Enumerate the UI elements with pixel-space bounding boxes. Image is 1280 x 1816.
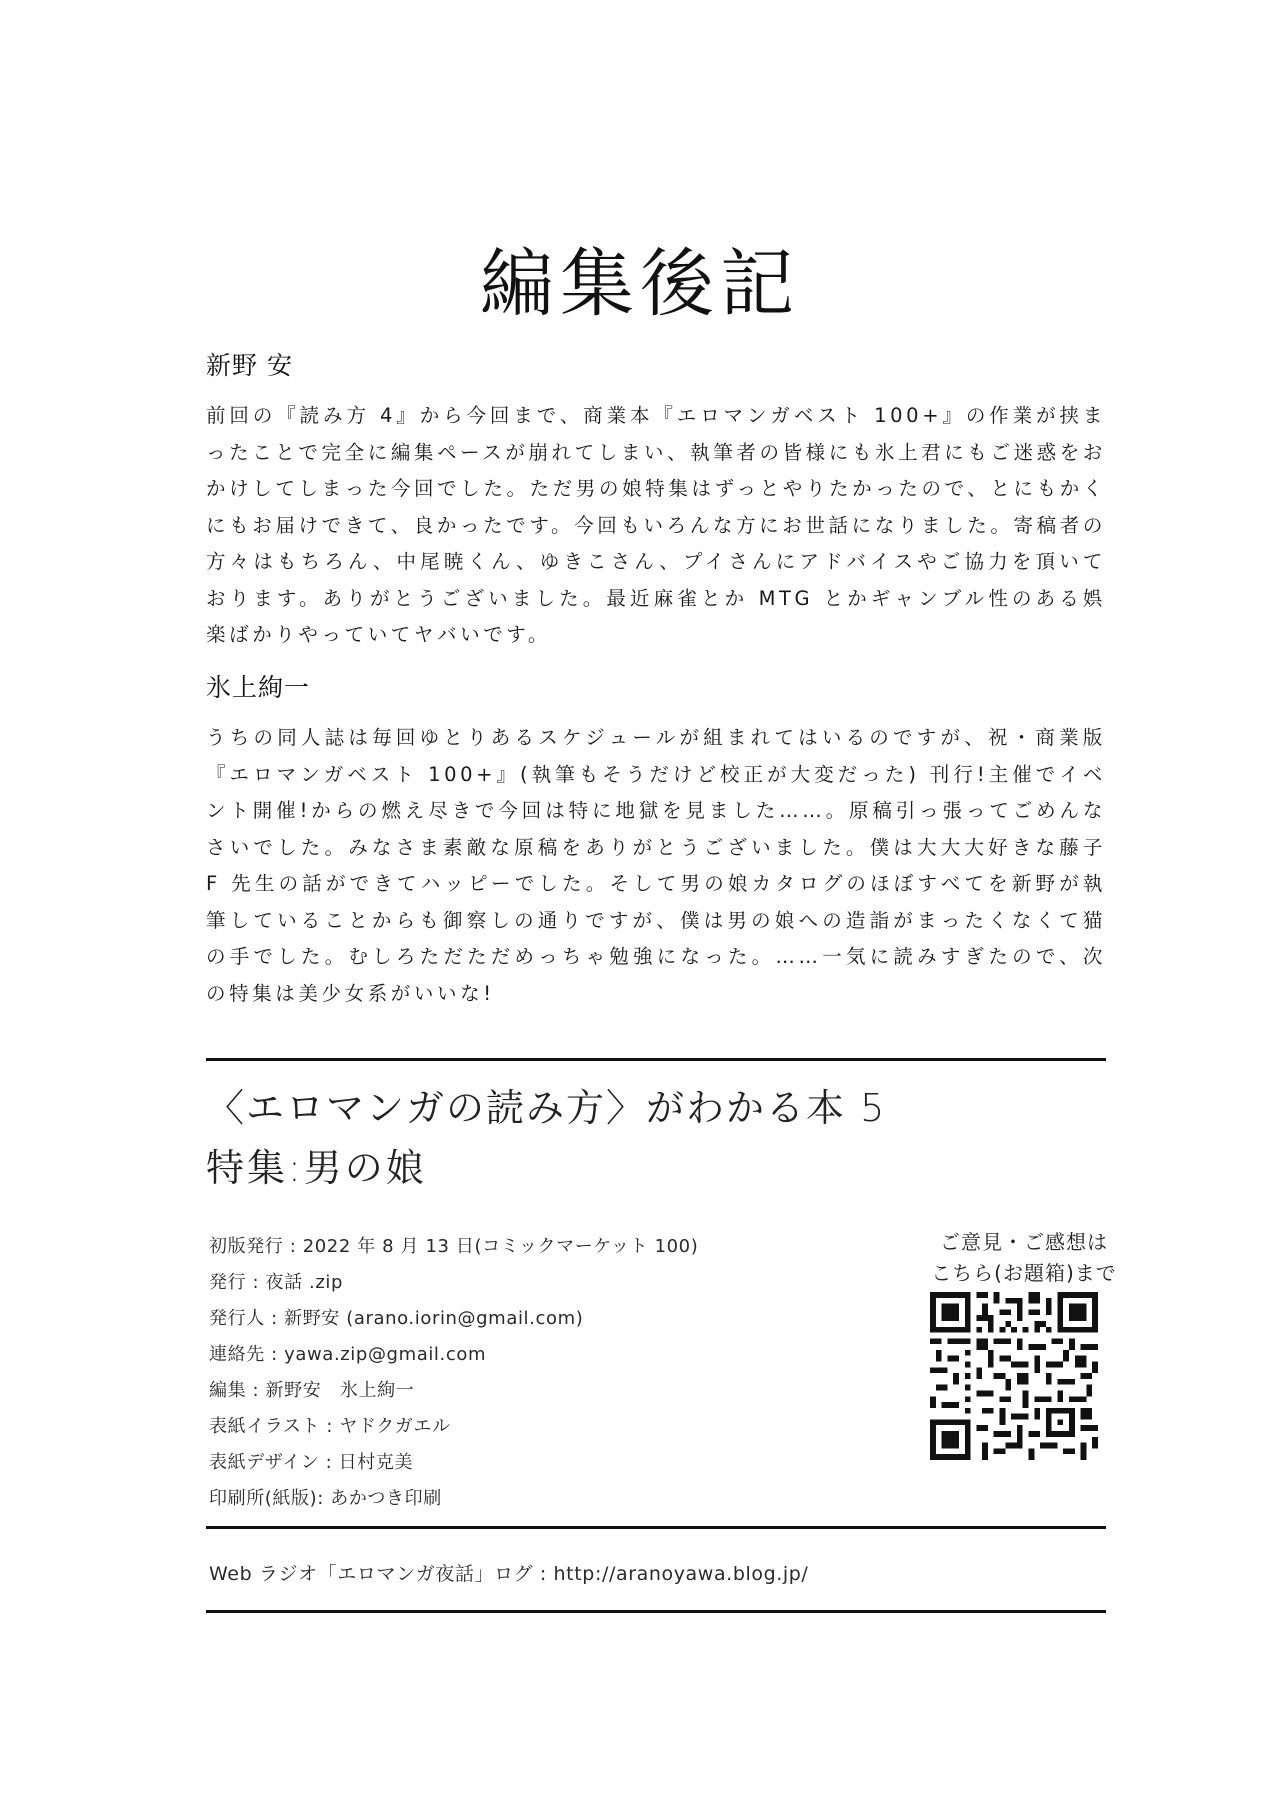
- colophon-list: [209, 1229, 849, 1517]
- book-title: 〈エロマンガの読み方〉がわかる本 5: [206, 1086, 887, 1130]
- divider-bottom: [206, 1610, 1106, 1613]
- web-radio-link[interactable]: Web ラジオ「エロマンガ夜話」ログ : http://aranoyawa.blog.jp/: [209, 1563, 809, 1585]
- colophon-printer: 印刷所(紙版): あかつき印刷: [209, 1488, 442, 1509]
- feedback-line-1: ご意見・ご感想は: [940, 1230, 1108, 1254]
- colophon-cover-illustration: 表紙イラスト : ヤドクガエル: [209, 1416, 451, 1437]
- feedback-label: [894, 1227, 1154, 1289]
- colophon-editors: 編集 : 新野安 氷上絢一: [209, 1380, 415, 1401]
- colophon-cover-design: 表紙デザイン : 日村克美: [209, 1452, 414, 1473]
- colophon-issuer: 発行人 : 新野安 (arano.iorin@gmail.com): [209, 1308, 584, 1329]
- afterword-text: うちの同人誌は毎回ゆとりあるスケジュールが組まれてはいるのですが、祝・商業版『エロマンガベスト 100+』(執筆もそうだけど校正が大変だった) 刊行!主催でイベント開催!からの燃え尽きで今回は特に地獄を見ました……。原稿引っ張ってごめんなさいでした。みなさま素敵な原稿をありがとうございました。僕は大大大好きな藤子 F 先生の話ができてハッピーでした。そして男の娘カタログのほぼすべてを新野が執筆していることからも御察しの通りですが、僕は男の娘への造詣がまったくなくて猫の手でした。むしろただただめっちゃ勉強になった。……一気に読みすぎたので、次の特集は美少女系がいいな!: [206, 726, 1106, 1005]
- afterword-hikami: [206, 670, 1106, 1012]
- divider-top: [206, 1058, 1106, 1061]
- feedback-line-2: こちら(お題箱)まで: [931, 1261, 1117, 1285]
- author-name: 新野 安: [206, 351, 293, 380]
- author-name: 氷上絢一: [206, 673, 311, 702]
- colophon-contact: 連絡先 : yawa.zip@gmail.com: [209, 1344, 487, 1365]
- afterword-text: 前回の『読み方 4』から今回まで、商業本『エロマンガベスト 100+』の作業が挟まったことで完全に編集ペースが崩れてしまい、執筆者の皆様にも氷上君にもご迷惑をおかけしてしまった今回でした。ただ男の娘特集はずっとやりたかったので、とにもかくにもお届けできて、良かったです。今回もいろんな方にお世話になりました。寄稿者の方々はもちろん、中尾暁くん、ゆきこさん、プイさんにアドバイスやご協力を頂いております。ありがとうございました。最近麻雀とか MTG とかギャンブル性のある娯楽ばかりやっていてヤバいです。: [206, 404, 1106, 646]
- afterword-arano: [206, 348, 1106, 654]
- divider-middle: [206, 1526, 1106, 1529]
- colophon-publisher: 発行 : 夜話 .zip: [209, 1272, 344, 1293]
- colophon-first-edition: 初版発行 : 2022 年 8 月 13 日(コミックマーケット 100): [209, 1236, 699, 1257]
- book-subtitle: 特集:男の娘: [206, 1146, 427, 1190]
- qr-code-icon[interactable]: [930, 1292, 1098, 1460]
- page-title: 編集後記: [480, 240, 800, 327]
